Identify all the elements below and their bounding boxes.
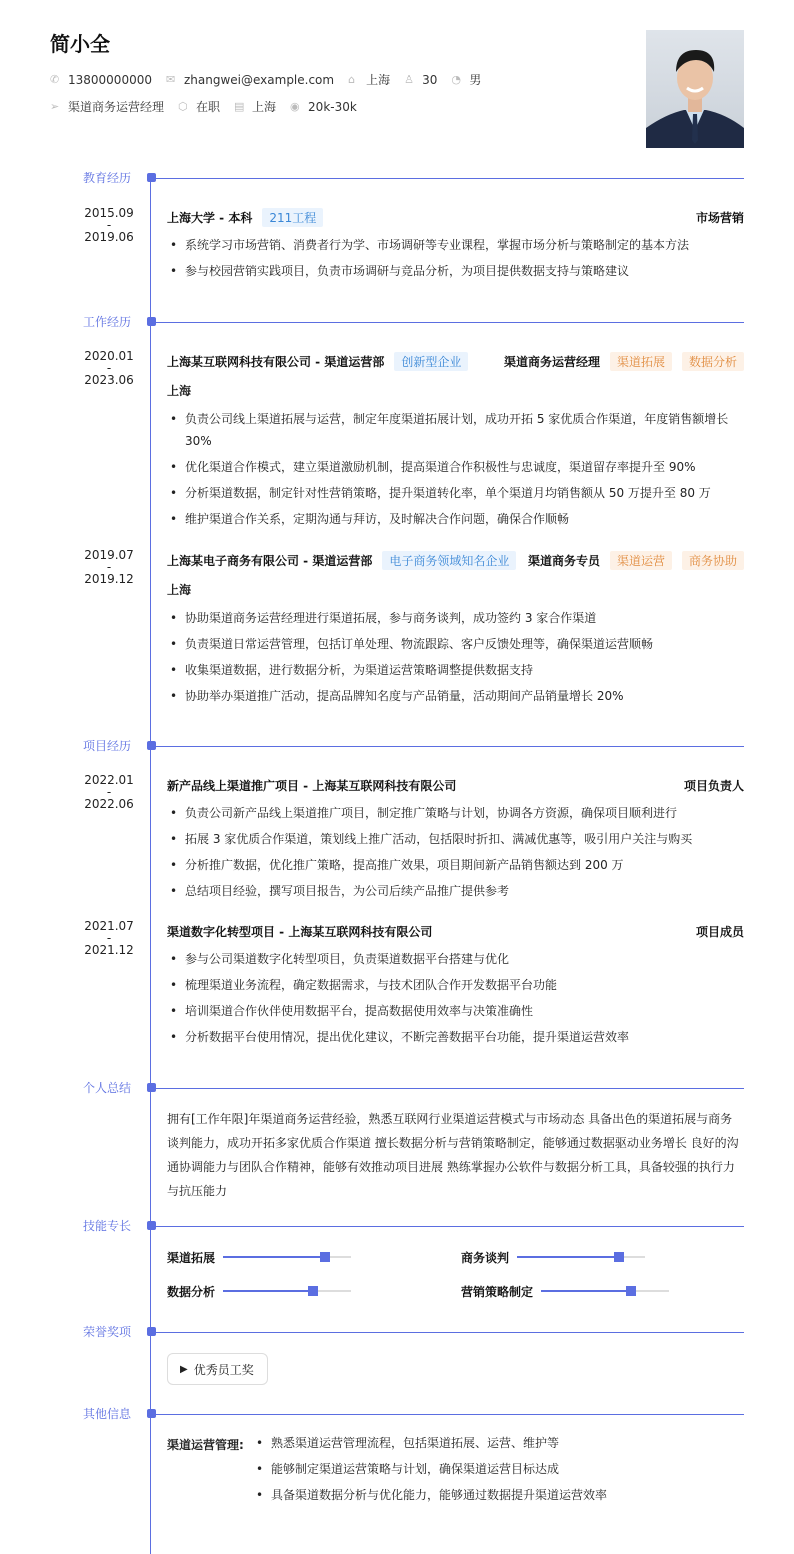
other-label: 渠道运营管理: [167, 1438, 244, 1452]
school-degree: 上海大学 - 本科 [167, 210, 253, 225]
section-title: 技能专长 [83, 1219, 132, 1233]
section-title: 个人总结 [83, 1081, 132, 1095]
section-header-awards [0, 1324, 744, 1340]
skill-tag: 渠道运营 [610, 551, 672, 570]
skill-tag: 渠道拓展 [610, 352, 672, 371]
timeline-line [150, 178, 151, 1554]
date-sep: - [106, 785, 112, 799]
skill-tag: 数据分析 [682, 352, 744, 371]
skill-bar [223, 1256, 351, 1258]
bullet: • 总结项目经验，撰写项目报告，为公司后续产品推广提供参考 [167, 880, 744, 902]
date-end: 2023.06 [84, 373, 134, 387]
project-date [70, 774, 148, 810]
project-title: 新产品线上渠道推广项目 - 上海某互联网科技有限公司 [167, 778, 457, 793]
date-start: 2020.01 [84, 349, 134, 363]
email: zhangwei@example.com [183, 72, 335, 87]
divider [152, 1414, 744, 1415]
bullet: • 参与校园营销实践项目，负责市场调研与竞品分析，为项目提供数据支持与策略建议 [167, 260, 744, 282]
skill-item [461, 1249, 645, 1265]
work-date [70, 350, 148, 386]
phone: 13800000000 [68, 72, 152, 87]
date-start: 2022.01 [84, 773, 134, 787]
skill-item [167, 1249, 351, 1265]
divider [152, 322, 744, 323]
skill-name: 商务谈判 [461, 1250, 510, 1265]
section-header-education [0, 170, 744, 186]
bullet: • 具备渠道数据分析与优化能力，能够通过数据提升渠道运营效率 [253, 1484, 607, 1506]
skill-bar [541, 1290, 669, 1292]
gender-icon: ◔ [451, 73, 461, 86]
divider [152, 1226, 744, 1227]
skill-item [167, 1283, 351, 1299]
status-icon: ⬡ [178, 100, 188, 113]
section-header-other [0, 1406, 744, 1422]
bullet: • 收集渠道数据，进行数据分析，为渠道运营策略调整提供数据支持 [167, 659, 744, 681]
play-icon: ▶ [180, 1363, 188, 1375]
skill-thumb [626, 1286, 636, 1296]
date-end: 2022.06 [84, 797, 134, 811]
project-date [70, 920, 148, 956]
date-end: 2019.06 [84, 230, 134, 244]
bullet: • 系统学习市场营销、消费者行为学、市场调研等专业课程，掌握市场分析与策略制定的基本方法 [167, 234, 744, 256]
section-header-skills [0, 1218, 744, 1234]
date-start: 2021.07 [84, 919, 134, 933]
building-icon: ▤ [234, 100, 245, 113]
other-info [167, 1432, 744, 1510]
divider [152, 1088, 744, 1089]
bullet: • 培训渠道合作伙伴使用数据平台，提高数据使用效率与决策准确性 [167, 1000, 744, 1022]
bullet: • 参与公司渠道数字化转型项目，负责渠道数据平台搭建与优化 [167, 948, 744, 970]
age-icon: ♙ [404, 73, 414, 86]
project-role: 项目负责人 [683, 778, 744, 793]
education-entry [167, 208, 744, 286]
date-sep: - [106, 218, 112, 232]
skill-thumb [308, 1286, 318, 1296]
job-title: 渠道商务运营经理 [503, 354, 600, 369]
divider [152, 178, 744, 179]
phone-icon: ✆ [50, 73, 60, 86]
major: 市场营销 [695, 210, 744, 225]
bullet: • 熟悉渠道运营管理流程，包括渠道拓展、运营、维护等 [253, 1432, 607, 1454]
job-status: 在职 [196, 100, 221, 114]
section-header-work [0, 314, 744, 330]
contact-row-1 [50, 71, 495, 88]
divider [152, 1332, 744, 1333]
skill-name: 渠道拓展 [167, 1250, 216, 1265]
home-icon: ⌂ [348, 73, 356, 86]
section-header-projects [0, 738, 744, 754]
summary-text: 拥有[工作年限]年渠道商务运营经验，熟悉互联网行业渠道运营模式与市场动态 具备出色的渠道拓展与商务谈判能力，成功开拓多家优质合作渠道 擅长数据分析与营销策略制定，能够通过数据驱动业务增长 良好的沟通协调能力与团队合作精神，能够有效推动项目进展 熟练掌握办公软件与数据分析工具，具备较强的执行力与抗压能力 [167, 1112, 739, 1198]
bullet: • 优化渠道合作模式，建立渠道激励机制，提高渠道合作积极性与忠诚度，渠道留存率提升至 90% [167, 456, 744, 478]
gender: 男 [469, 73, 482, 87]
skill-bar [517, 1256, 645, 1258]
company: 上海某电子商务有限公司 - 渠道运营部 [167, 553, 373, 568]
email-icon: ✉ [165, 73, 176, 86]
award-label: 优秀员工奖 [193, 1362, 254, 1377]
date-start: 2019.07 [84, 548, 134, 562]
work-city: 上海 [167, 384, 192, 398]
work-city: 上海 [252, 100, 277, 114]
award-item-button[interactable] [167, 1353, 268, 1385]
job-title: 渠道商务专员 [527, 553, 600, 568]
skill-name: 数据分析 [167, 1284, 216, 1299]
candidate-name: 简小全 [50, 32, 110, 56]
skill-thumb [320, 1252, 330, 1262]
section-title: 荣誉奖项 [83, 1325, 132, 1339]
age: 30 [422, 72, 438, 87]
send-icon: ➢ [50, 100, 60, 113]
bullet: • 拓展 3 家优质合作渠道，策划线上推广活动，包括限时折扣、满减优惠等，吸引用户关注与购买 [167, 828, 744, 850]
skill-item [461, 1283, 669, 1299]
skill-fill [517, 1256, 619, 1258]
work-entry [167, 352, 744, 534]
salary: 20k-30k [308, 99, 357, 114]
date-end: 2019.12 [84, 572, 134, 586]
work-date [70, 549, 148, 585]
school-tag: 211工程 [262, 208, 323, 227]
bullet: • 梳理渠道业务流程，确定数据需求，与技术团队合作开发数据平台功能 [167, 974, 744, 996]
bullet: • 能够制定渠道运营策略与计划，确保渠道运营目标达成 [253, 1458, 607, 1480]
section-title: 项目经历 [83, 739, 132, 753]
company: 上海某互联网科技有限公司 - 渠道运营部 [167, 354, 385, 369]
work-entry [167, 551, 744, 711]
bullet: • 协助举办渠道推广活动，提高品牌知名度与产品销量，活动期间产品销量增长 20% [167, 685, 744, 707]
skill-fill [541, 1290, 631, 1292]
skill-tag: 商务协助 [682, 551, 744, 570]
project-title: 渠道数字化转型项目 - 上海某互联网科技有限公司 [167, 924, 433, 939]
bullet: • 维护渠道合作关系，定期沟通与拜访，及时解决合作问题，确保合作顺畅 [167, 508, 744, 530]
city: 上海 [366, 73, 391, 87]
date-sep: - [106, 560, 112, 574]
section-title: 其他信息 [83, 1407, 132, 1421]
divider [152, 746, 744, 747]
company-tag: 电子商务领域知名企业 [382, 551, 516, 570]
bullet: • 分析推广数据，优化推广策略，提高推广效果，项目期间新产品销售额达到 200 万 [167, 854, 744, 876]
company-tag: 创新型企业 [394, 352, 468, 371]
project-entry [167, 776, 744, 906]
bullet: • 负责公司线上渠道拓展与运营，制定年度渠道拓展计划，成功开拓 5 家优质合作渠道，年度销售额增长 30% [167, 408, 744, 452]
bullet: • 分析数据平台使用情况，提出优化建议，不断完善数据平台功能，提升渠道运营效率 [167, 1026, 744, 1048]
skill-thumb [614, 1252, 624, 1262]
bullet: • 负责渠道日常运营管理，包括订单处理、物流跟踪、客户反馈处理等，确保渠道运营顺畅 [167, 633, 744, 655]
profile-photo [646, 30, 744, 148]
bullet: • 分析渠道数据，制定针对性营销策略，提升渠道转化率，单个渠道月均销售额从 50 万提升至 80 万 [167, 482, 744, 504]
section-title: 工作经历 [83, 315, 132, 329]
salary-icon: ◉ [290, 100, 300, 113]
skill-bar [223, 1290, 351, 1292]
date-start: 2015.09 [84, 206, 134, 220]
date-sep: - [106, 361, 112, 375]
section-header-summary [0, 1080, 744, 1096]
skill-name: 营销策略制定 [461, 1284, 534, 1299]
date-end: 2021.12 [84, 943, 134, 957]
work-city: 上海 [167, 583, 192, 597]
edu-date [70, 207, 148, 243]
target-position: 渠道商务运营经理 [68, 100, 165, 114]
contact-row-2 [50, 98, 371, 115]
bullet: • 协助渠道商务运营经理进行渠道拓展，参与商务谈判，成功签约 3 家合作渠道 [167, 607, 744, 629]
project-entry [167, 922, 744, 1052]
project-role: 项目成员 [695, 924, 744, 939]
skill-fill [223, 1290, 313, 1292]
section-title: 教育经历 [83, 171, 132, 185]
skill-fill [223, 1256, 325, 1258]
date-sep: - [106, 931, 112, 945]
bullet: • 负责公司新产品线上渠道推广项目，制定推广策略与计划，协调各方资源，确保项目顺利进行 [167, 802, 744, 824]
